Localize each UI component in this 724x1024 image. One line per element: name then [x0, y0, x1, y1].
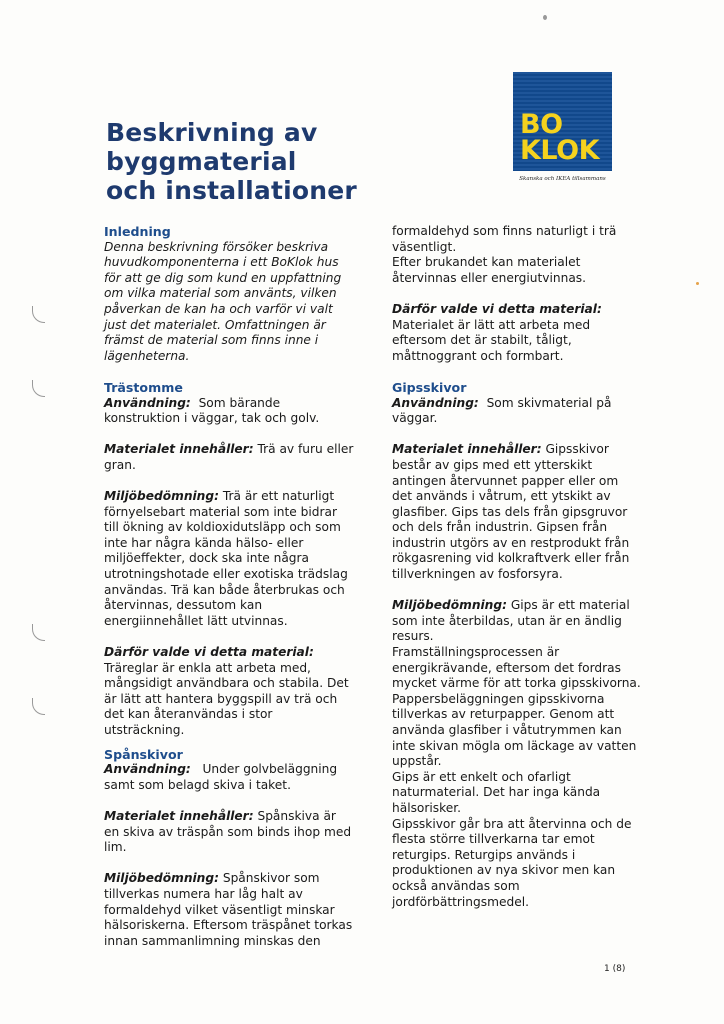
miljo-text: Trä är ett naturligt förnyelsebart material som inte bidrar till ökning av koldioxidutsläpp och som inte har några kända hälso- eller miljöeffekter, dock ska inte några utrotningshotade eller exotiska trädslag användas. Trä kan både återbrukas och återvinnas, dessutom kan energiinnehållet lätt utvinnas. [104, 489, 348, 628]
trastomme-darfor-label: Därför valde vi detta material: [104, 645, 314, 660]
page-number: 1 (8) [604, 964, 626, 974]
spanskivor-innehall [104, 809, 354, 856]
section-heading-spanskivor: Spånskivor [104, 746, 183, 762]
trastomme-darfor-text: Träreglar är enkla att arbeta med, mångsidigt användbara och stabila. Det är lätt att hantera byggspill av trä och det kan återanvändas i stor utsträckning. [104, 660, 349, 737]
innehall-label: Materialet innehåller: [104, 808, 254, 823]
miljo-text: Gips är ett material som inte återbildas, utan är en ändlig resurs. [392, 598, 630, 644]
gipsskivor-innehall [392, 442, 642, 582]
binder-mark [32, 380, 45, 397]
spanskivor-darfor-text: Materialet är lätt att arbeta med eftersom det är stabilt, tåligt, måttnoggrant och formbart. [392, 317, 591, 363]
scan-speck [696, 282, 699, 285]
trastomme-miljo [104, 489, 354, 629]
trastomme-anvandning [104, 396, 354, 427]
innehall-text: Spånskiva är en skiva av träspån som binds ihop med lim. [104, 808, 352, 855]
binder-mark [32, 624, 45, 641]
section-heading-gipsskivor: Gipsskivor [392, 379, 467, 395]
title-line-2: och installationer [106, 176, 357, 205]
spanskivor-miljo [104, 871, 354, 949]
spanskivor-efter-brukandet: Efter brukandet kan materialet återvinnas eller energiutvinnas. [392, 255, 587, 285]
miljo-label: Miljöbedömning: [392, 598, 507, 613]
miljo-label: Miljöbedömning: [104, 871, 219, 886]
logo-text-klok: KLOK [520, 135, 600, 166]
miljo-text: Spånskivor som tillverkas numera har låg halt av formaldehyd vilket väsentligt minskar hälsoriskerna. Eftersom träspånet torkas innan sammanlimning minskas den [104, 871, 353, 948]
gipsskivor-paragraph-3: Gipsskivor går bra att återvinna och de flesta större tillverkarna tar emot returgips. Returgips används i produktionen av nya skivor men kan också användas som jordförbättringsmedel. [392, 816, 632, 909]
trastomme-innehall [104, 442, 354, 473]
anvandning-label: Användning: [104, 395, 191, 410]
anvandning-text: Som bärande konstruktion i väggar, tak och golv. [104, 395, 320, 426]
page-title [106, 118, 516, 205]
spanskivor-darfor-label: Därför valde vi detta material: [392, 301, 602, 316]
right-column [392, 224, 642, 910]
scan-speck [543, 15, 547, 20]
innehall-label: Materialet innehåller: [392, 442, 542, 457]
logo-tagline: Skanska och IKEA tillsammans [519, 176, 606, 182]
logo-text-bo: BO [520, 109, 563, 140]
binder-mark [32, 306, 45, 323]
gipsskivor-miljo [392, 598, 642, 645]
gipsskivor-paragraph-2: Gips är ett enkelt och ofarligt naturmaterial. Det har inga kända hälsorisker. [392, 769, 601, 815]
section-heading-inledning: Inledning [104, 224, 171, 239]
binder-mark [32, 698, 45, 715]
innehall-label: Materialet innehåller: [104, 442, 254, 457]
spanskivor-anvandning [104, 762, 354, 793]
boklok-logo [513, 72, 612, 171]
spanskivor-miljo-continued: formaldehyd som finns naturligt i trä väsentligt. [392, 224, 617, 254]
innehall-text: Gipsskivor består av gips med ett ytterskikt antingen återvunnet papper eller om det används i våtrum, ett ytskikt av glasfiber. Gips tas dels från gipsgruvor och dels från industrin. Gipsen från industrin utgörs av en restprodukt från rökgasrening vid kolkraftverk eller från tillverkningen av fosforsyra. [392, 442, 630, 582]
gipsskivor-paragraph-1: Framställningsprocessen är energikrävande, eftersom det fordras mycket värme för att torka gipsskivorna. Pappersbeläggningen gipsskivorna tillverkas av returpapper. Genom att använda glasfiber i våtutrymmen kan inte skivan mögla om läckage av vatten uppstår. [392, 645, 641, 769]
anvandning-label: Användning: [104, 762, 191, 777]
intro-text: Denna beskrivning försöker beskriva huvudkomponenterna i ett BoKlok hus för att ge dig som kund en uppfattning om vilka material som använts, vilken påverkan de kan ha och varför vi valt just det materialet. Omfattningen är främst de material som finns inne i lägenheterna. [104, 239, 342, 363]
section-heading-trastomme: Trästomme [104, 379, 183, 395]
title-line-1: Beskrivning av byggmaterial [106, 118, 318, 176]
left-column [104, 224, 354, 949]
innehall-text: Trä av furu eller gran. [104, 442, 354, 472]
gipsskivor-anvandning [392, 396, 642, 427]
anvandning-text: Under golvbeläggning samt som belagd skiva i taket. [104, 762, 338, 792]
miljo-label: Miljöbedömning: [104, 489, 219, 504]
anvandning-text: Som skivmaterial på väggar. [392, 395, 612, 426]
anvandning-label: Användning: [392, 395, 479, 410]
